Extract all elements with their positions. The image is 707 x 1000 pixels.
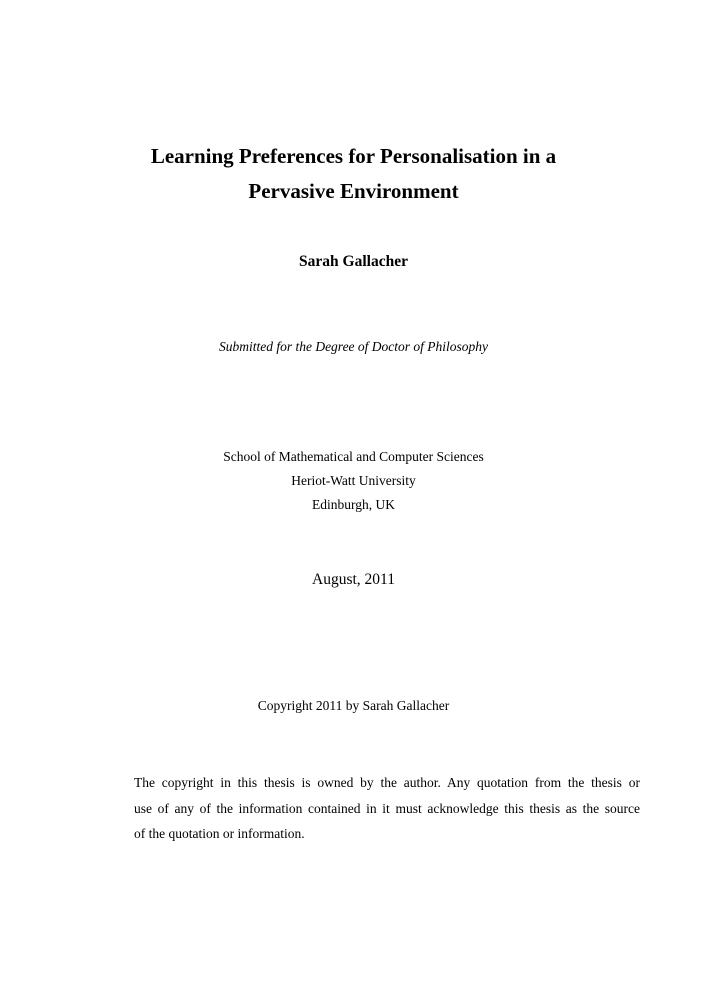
copyright-notice-line-1: The copyright in this thesis is owned by the author. Any quotation from the thesis or <box>134 775 640 790</box>
degree-statement: Submitted for the Degree of Doctor of Philosophy <box>218 339 489 354</box>
copyright-notice-line-3: of the quotation or information. <box>134 826 305 841</box>
copyright-notice <box>134 770 640 847</box>
submission-date: August, 2011 <box>312 571 395 588</box>
university-name: Heriot-Watt University <box>291 473 416 488</box>
copyright-notice-line-2: use of any of the information contained in it must acknowledge this thesis as the source <box>134 800 640 816</box>
thesis-title-line-2: Pervasive Environment <box>248 179 459 203</box>
university-location: Edinburgh, UK <box>312 497 395 512</box>
author-name: Sarah Gallacher <box>299 253 408 270</box>
thesis-title-line-1: Learning Preferences for Personalisation in a <box>150 144 557 168</box>
school-name: School of Mathematical and Computer Sciences <box>223 449 484 464</box>
copyright-line: Copyright 2011 by Sarah Gallacher <box>257 698 450 713</box>
